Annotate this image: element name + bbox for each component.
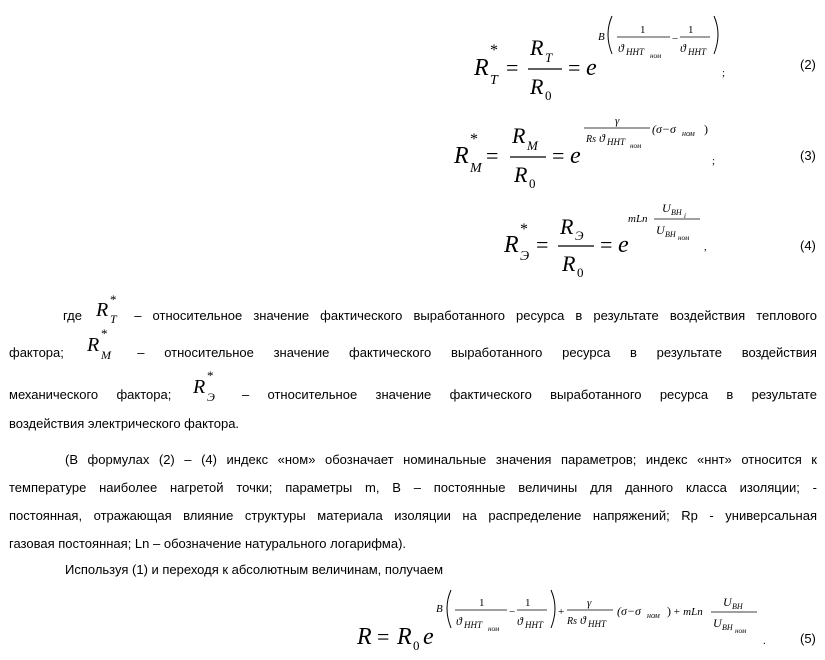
note-line-4: газовая постоянная; Ln – обозначение натурального логарифма). — [9, 536, 407, 551]
eq4-lhs-sub: Э — [520, 249, 530, 264]
eq3-exp-paren: (σ−σ — [652, 122, 676, 136]
definitions-line-2 — [9, 328, 817, 370]
eq4-number: (4) — [800, 238, 816, 253]
eq3-denominator-sub: 0 — [529, 176, 536, 191]
definitions-line-4: воздействия электрического фактора. — [9, 416, 240, 431]
eq3-exp-den-var: ϑ — [599, 131, 605, 145]
eq5-exp-paren: (σ−σ — [617, 604, 641, 618]
eq5-f2-den-sub: ННТ — [525, 620, 544, 630]
definitions-line-2-rest: – относительное значение фактического выработанного ресурса в результате воздействия — [137, 344, 817, 360]
eq4-exp-num-subsub: i — [684, 212, 686, 220]
eq3-exp-den-subsub: ном — [630, 142, 642, 150]
eq5-f4-den: U — [713, 616, 722, 630]
note-line-3: постоянная, отражающая влияние структуры материала изоляции на распределение напряжений; Rр - универсальная — [9, 508, 817, 523]
definitions-paragraph — [9, 294, 817, 436]
eq5-exp-paren-sub: ном — [647, 611, 660, 620]
eq2-f2-num: 1 — [688, 24, 694, 36]
eq5-f4-num: U — [723, 595, 732, 609]
eq5-exp-mid: + mLn — [673, 606, 703, 618]
eq4-exp-den: U — [656, 223, 665, 237]
eq5-f4-den-sub: ВН — [722, 623, 733, 632]
note-line-1 — [9, 446, 817, 474]
equation-5-svg — [355, 586, 785, 660]
eq3-numerator: R — [512, 123, 526, 148]
rt-symbol-r: R — [96, 299, 109, 321]
definitions-line-3-start: механического фактора; — [9, 386, 172, 402]
eq3-lhs-sub: M — [470, 161, 482, 176]
eq5-rhs-sub: 0 — [413, 638, 420, 653]
eq4-base: e — [618, 232, 629, 258]
eq2-f2-den-sub: ННТ — [688, 47, 707, 57]
eq3-numerator-sub: M — [527, 138, 538, 153]
eq5-f1-den-sub: ННТ — [464, 620, 483, 630]
eq2-numerator: R — [530, 35, 544, 60]
eq5-minus: − — [509, 606, 516, 618]
note-paragraph — [9, 446, 817, 558]
definitions-line-1-rest: – относительное значение фактического выработанного ресурса в результате воздействия теплового — [134, 307, 817, 323]
eq3-tail: ; — [712, 155, 716, 167]
eq5-f3-den: Rs — [567, 616, 577, 627]
using-paragraph — [65, 556, 765, 584]
eq5-lhs: R — [357, 624, 372, 650]
equation-2 — [470, 10, 740, 103]
eq2-tail: ; — [722, 67, 726, 79]
eq4-equals-1: = — [536, 232, 549, 257]
re-symbol-sub: Э — [206, 390, 215, 404]
eq5-f4-num-sub: ВН — [732, 602, 743, 611]
eq4-lhs: R — [504, 232, 519, 258]
equation-3 — [450, 108, 730, 191]
eq5-base: e — [423, 624, 434, 650]
using-text: Используя (1) и переходя к абсолютным величинам, получаем — [65, 562, 444, 577]
definitions-line-2-start: фактора; — [9, 344, 64, 360]
eq5-f3-den-sub: ННТ — [588, 619, 607, 629]
eq2-number: (2) — [800, 57, 816, 72]
eq5-equals: = — [377, 624, 390, 649]
eq3-number: (3) — [800, 148, 816, 163]
eq5-tail: . — [763, 635, 766, 647]
eq2-lhs-sub: T — [490, 73, 498, 88]
eq5-rhs: R — [397, 624, 412, 650]
eq2-lhs-star: * — [490, 42, 498, 59]
eq4-lhs-star: * — [520, 221, 528, 238]
eq5-f4-den-subsub: ном — [735, 627, 747, 635]
eq5-exp-close: ) — [667, 604, 671, 618]
symbol-re-star — [190, 370, 224, 421]
eq4-exp-den-subsub: ном — [678, 234, 690, 242]
eq5-f1-num: 1 — [479, 597, 485, 609]
eq3-exp-den-sub: ННТ — [607, 137, 626, 147]
note-line-2: температуре наиболее нагретой точки; параметры m, B – постоянные величины для данного класса изоляции; - — [9, 480, 817, 495]
eq2-minus: − — [672, 33, 679, 45]
eq3-exp-close: ) — [704, 122, 708, 136]
eq2-right-paren — [714, 16, 718, 54]
eq4-exp-num-sub: ВН — [671, 208, 682, 217]
eq3-lhs-star: * — [470, 131, 478, 148]
eq2-equals-2: = — [568, 55, 581, 80]
eq4-numerator-sub: Э — [575, 228, 584, 243]
equation-3-svg — [450, 108, 730, 191]
eq2-lhs: R — [474, 55, 489, 81]
eq3-base: e — [570, 143, 581, 169]
eq2-denominator-sub: 0 — [545, 88, 552, 103]
eq2-f1-den-sub: ННТ — [626, 47, 645, 57]
eq3-equals-1: = — [486, 143, 499, 168]
eq2-left-paren — [608, 16, 612, 54]
eq5-f1-den-subsub: ном — [488, 625, 500, 633]
re-symbol-star: * — [206, 370, 214, 383]
eq2-f1-num: 1 — [640, 24, 646, 36]
eq3-exp-den: Rs — [586, 134, 596, 145]
eq2-base: e — [586, 55, 597, 81]
eq4-exp-num: U — [662, 201, 671, 215]
eq5-exp-coef: B — [436, 603, 443, 615]
eq2-numerator-sub: T — [545, 50, 553, 65]
eq5-plus: + — [558, 606, 565, 618]
eq4-denominator: R — [562, 251, 576, 276]
eq5-f1-den: ϑ — [456, 614, 462, 628]
eq2-f2-den: ϑ — [680, 41, 686, 55]
eq3-exp-num: γ — [615, 115, 620, 127]
eq5-left-paren — [447, 590, 451, 628]
definitions-lead: где — [63, 307, 82, 323]
eq3-lhs: R — [454, 143, 469, 169]
rt-symbol-star: * — [110, 294, 117, 307]
note-line-1-text: (В формулах (2) – (4) индекс «ном» обозначает номинальные значения параметров; индекс «ннт» относится к — [65, 452, 817, 467]
eq2-f1-den-subsub: ном — [650, 52, 662, 60]
eq5-f2-num: 1 — [525, 597, 531, 609]
definitions-line-3 — [9, 370, 817, 412]
eq3-equals-2: = — [552, 143, 565, 168]
re-symbol-r: R — [192, 376, 205, 398]
eq5-f3-num: γ — [587, 597, 592, 609]
equation-2-svg — [470, 10, 740, 103]
definitions-line-1 — [9, 294, 817, 328]
eq5-right-paren — [551, 590, 555, 628]
rm-symbol-sub: M — [100, 348, 111, 362]
eq4-exp-den-sub: ВН — [665, 230, 676, 239]
eq4-denominator-sub: 0 — [577, 265, 584, 280]
eq3-exp-paren-sub: ном — [682, 129, 695, 138]
eq5-f2-den: ϑ — [517, 614, 523, 628]
eq5-f3-den-var: ϑ — [580, 613, 586, 627]
eq2-f1-den: ϑ — [618, 41, 624, 55]
equation-5 — [355, 586, 785, 660]
rm-symbol-star: * — [100, 328, 108, 341]
definitions-line-3-rest: – относительное значение фактического выработанного ресурса в результате — [241, 386, 817, 402]
eq2-denominator: R — [530, 74, 544, 99]
eq2-equals-1: = — [506, 55, 519, 80]
eq4-exp-prefix: mLn — [628, 213, 648, 225]
eq4-equals-2: = — [600, 232, 613, 257]
equation-4-svg — [500, 194, 720, 280]
eq2-exp-coef: B — [598, 31, 605, 43]
eq4-numerator: R — [560, 214, 574, 239]
rt-symbol-sub: T — [110, 312, 117, 326]
rm-symbol-r: R — [86, 334, 99, 356]
equation-4 — [500, 194, 720, 280]
eq4-tail: , — [704, 241, 707, 253]
symbol-rm-star — [84, 328, 118, 379]
eq5-number: (5) — [800, 631, 816, 646]
eq3-denominator: R — [514, 162, 528, 187]
